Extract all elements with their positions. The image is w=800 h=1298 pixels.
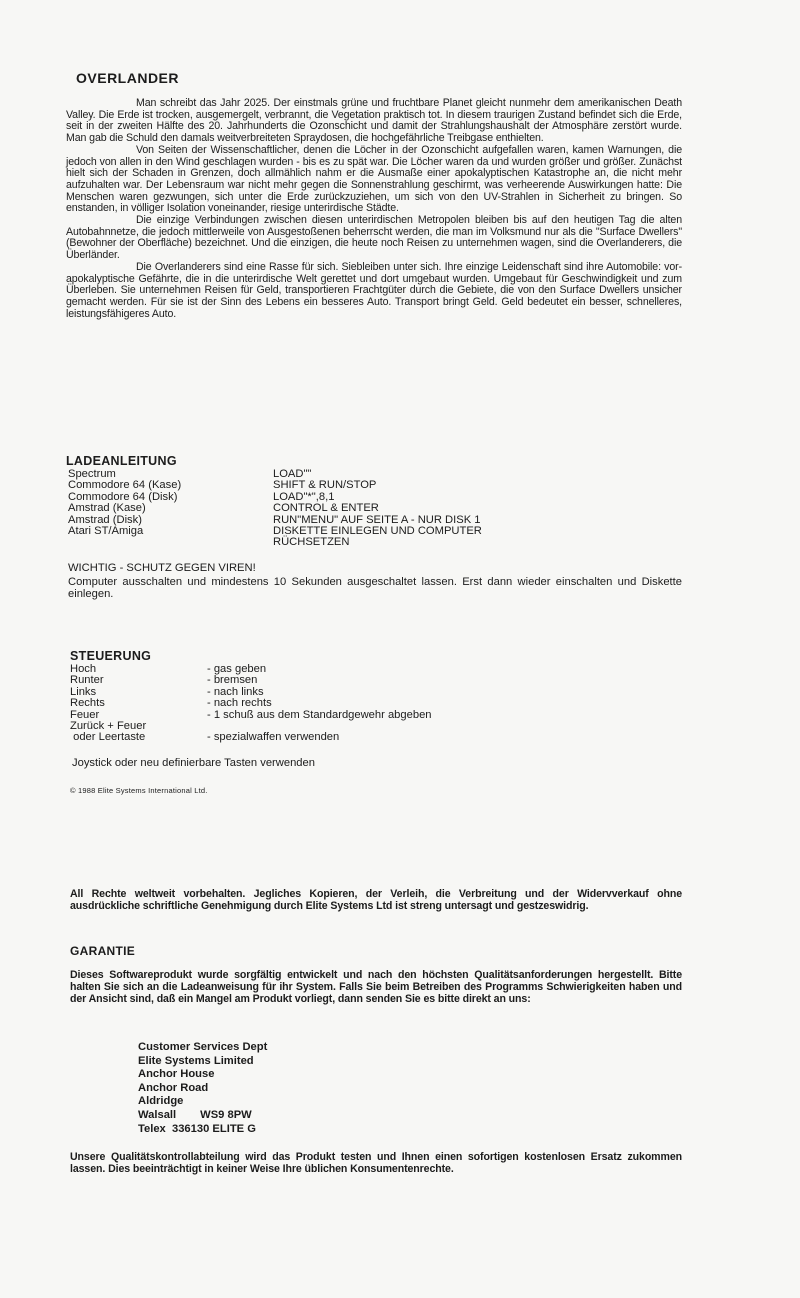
service-address (138, 1041, 267, 1136)
controls-footer: Joystick oder neu definierbare Tasten verwenden (72, 757, 315, 769)
control-key: oder Leertaste (70, 731, 146, 744)
system-name: Amstrad (Kase) (68, 502, 146, 515)
table-row (70, 698, 530, 709)
load-instruction-line: DISKETTE EINLEGEN UND COMPUTER (273, 524, 482, 537)
address-town: Walsall (138, 1108, 177, 1121)
guarantee-text: Dieses Softwareprodukt wurde sorgfältig entwickelt und nach den höchsten Qualitätsanforderungen hergestellt. Bitte halten Sie sich an die Ladeanweisung für ihr System. Falls Sie beim Betreiben des Programms Schwierigkeiten haben und der Ansicht sind, daß ein Mangel am Produkt vorliegt, dann senden Sie es bitte direkt an uns: (70, 969, 682, 1005)
guarantee-closing: Unsere Qualitätskontrollabteilung wird das Produkt testen und Ihnen einen sofortigen kostenlosen Ersatz zukommen lassen. Dies beeinträchtigt in keiner Weise Ihre üblichen Konsumentenrechte. (70, 1151, 682, 1175)
control-key: Runter (70, 674, 104, 687)
control-action: - bremsen (207, 674, 258, 687)
control-key: Zurück + Feuer (70, 719, 147, 732)
virus-warning-text: Computer ausschalten und mindestens 10 Sekunden ausgeschaltet lassen. Erst dann wieder einschalten und Diskette einlegen. (68, 576, 682, 600)
load-instruction-line: RÜCHSETZEN (273, 536, 350, 549)
control-action: - 1 schuß aus dem Standardgewehr abgeben (207, 708, 432, 721)
load-instruction: CONTROL & ENTER (273, 502, 379, 515)
system-name: Spectrum (68, 468, 116, 480)
control-key: Feuer (70, 708, 100, 721)
address-line: Elite Systems Limited (138, 1054, 254, 1067)
table-row (70, 664, 530, 675)
address-line: Anchor Road (138, 1081, 209, 1094)
control-action: - nach links (207, 685, 264, 698)
copyright-notice: © 1988 Elite Systems International Ltd. (70, 786, 208, 795)
controls-heading: STEUERUNG (70, 649, 152, 663)
story-paragraph: Man schreibt das Jahr 2025. Der einstmals grüne und fruchtbare Planet gleicht nunmehr dem amerikanischen Death Valley. Die Erde ist trocken, ausgemergelt, verbrannt, die Vegetation praktisch tot. In diesem traurigen Zustand befindet sich die Erde, seit in der zweiten Hälfte des 20. Jahrhunderts die Ozonschicht und damit der Strahlungshaushalt der Atmosphäre zerstört wurde. Man gab die Schuld den damals weitverbreiteten Spraydosen, die hochgefährliche Treibgase enthielten. (66, 97, 682, 145)
system-name: Amstrad (Disk) (68, 513, 142, 526)
control-key: Links (70, 685, 97, 698)
story-paragraph: Von Seiten der Wissenschaftlicher, denen die Löcher in der Ozonschicht aufgefallen waren, kamen Warnungen, die jedoch von allen in den Wind geschlagen wurden - bis es zu spät war. Die Löcher waren da und wurden größer und größer. Zunächst hielt sich der Schaden in Grenzen, doch allmählich nahm er die Ausmaße einer apokalyptischen Katastrophe an, die nicht mehr aufzuhalten war. Der Lebensraum war nicht mehr gegen die Sonnenstrahlung geschirmt, was verheerende Auswirkungen hatte: Die Menschen waren gezwungen, sich unter die Erde zurückzuziehen, um sich von den UV-Strahlen in Sicherheit zu bringen. So enstanden, in völliger Isolation voneinander, riesige unterirdische Städte. (66, 143, 682, 215)
loading-instructions-heading: LADEANLEITUNG (66, 454, 177, 468)
load-instruction: LOAD"*",8,1 (273, 490, 335, 503)
system-name: Commodore 64 (Disk) (68, 490, 178, 503)
address-line: Anchor House (138, 1068, 215, 1081)
virus-warning: WICHTIG - SCHUTZ GEGEN VIREN! (68, 562, 256, 574)
address-line (138, 1109, 267, 1123)
controls-table (70, 664, 530, 744)
load-instruction (273, 526, 482, 549)
address-line: Customer Services Dept (138, 1041, 268, 1053)
system-name: Commodore 64 (Kase) (68, 479, 182, 492)
control-action: - gas geben (207, 663, 267, 675)
guarantee-heading: GARANTIE (70, 944, 136, 958)
table-row (68, 526, 628, 549)
page-title: OVERLANDER (76, 70, 180, 86)
address-line: Aldridge (138, 1095, 184, 1108)
table-row (68, 503, 628, 514)
control-key: Hoch (70, 663, 97, 675)
control-action: - nach rechts (207, 697, 272, 710)
loading-instructions-table (68, 469, 628, 549)
rights-notice: All Rechte weltweit vorbehalten. Jegliches Kopieren, der Verleih, die Verbreitung und der Widervverkauf ohne ausdrückliche schriftliche Genehmigung durch Elite Systems Ltd ist streng untersagt und gestzeswidrig. (70, 888, 682, 912)
load-instruction: RUN"MENU" AUF SEITE A - NUR DISK 1 (273, 513, 481, 526)
address-postcode: WS9 8PW (200, 1108, 252, 1121)
story-paragraph: Die einzige Verbindungen zwischen diesen unterirdischen Metropolen bleiben bis auf den heutigen Tag die alten Autobahnnetze, die jedoch mittlerweile von Ausgestoßenen beherrscht werden, die man im Volksmund nur als die "Surface Dwellers" (Bewohner der Oberfläche) bezeichnet. Und die einzigen, die heute noch Reisen zu unternehmen wagen, sind die Overlanderers, die Überländer. (66, 214, 682, 262)
story-paragraph: Die Overlanderers sind eine Rasse für sich. Siebleiben unter sich. Ihre einzige Leidenschaft sind ihre Automobile: vor-apokalyptische Gefährte, die in die unterirdische Welt gerettet und dort umgebaut wurden. Umgebaut für Geschwindigkeit und zum Überleben. Sie unternehmen Reisen für Geld, transportieren Frachtgüter durch die Gebiete, die von den Surface Dwellers unsicher gemacht werden. Für sie ist der Sinn des Lebens ein besseres Auto. Transport bringt Geld. Geld bedeutet ein besser, schnelleres, leistungsfähigeres Auto. (66, 260, 682, 320)
load-instruction: SHIFT & RUN/STOP (273, 479, 377, 492)
table-row (70, 732, 530, 743)
system-name: Atari ST/Amiga (68, 524, 144, 537)
control-action: - spezialwaffen verwenden (207, 731, 340, 744)
load-instruction: LOAD"" (273, 468, 312, 480)
table-row (70, 687, 530, 698)
story-text (66, 98, 682, 320)
control-key: Rechts (70, 697, 105, 710)
table-row (70, 675, 530, 686)
address-telex: Telex 336130 ELITE G (138, 1122, 256, 1135)
